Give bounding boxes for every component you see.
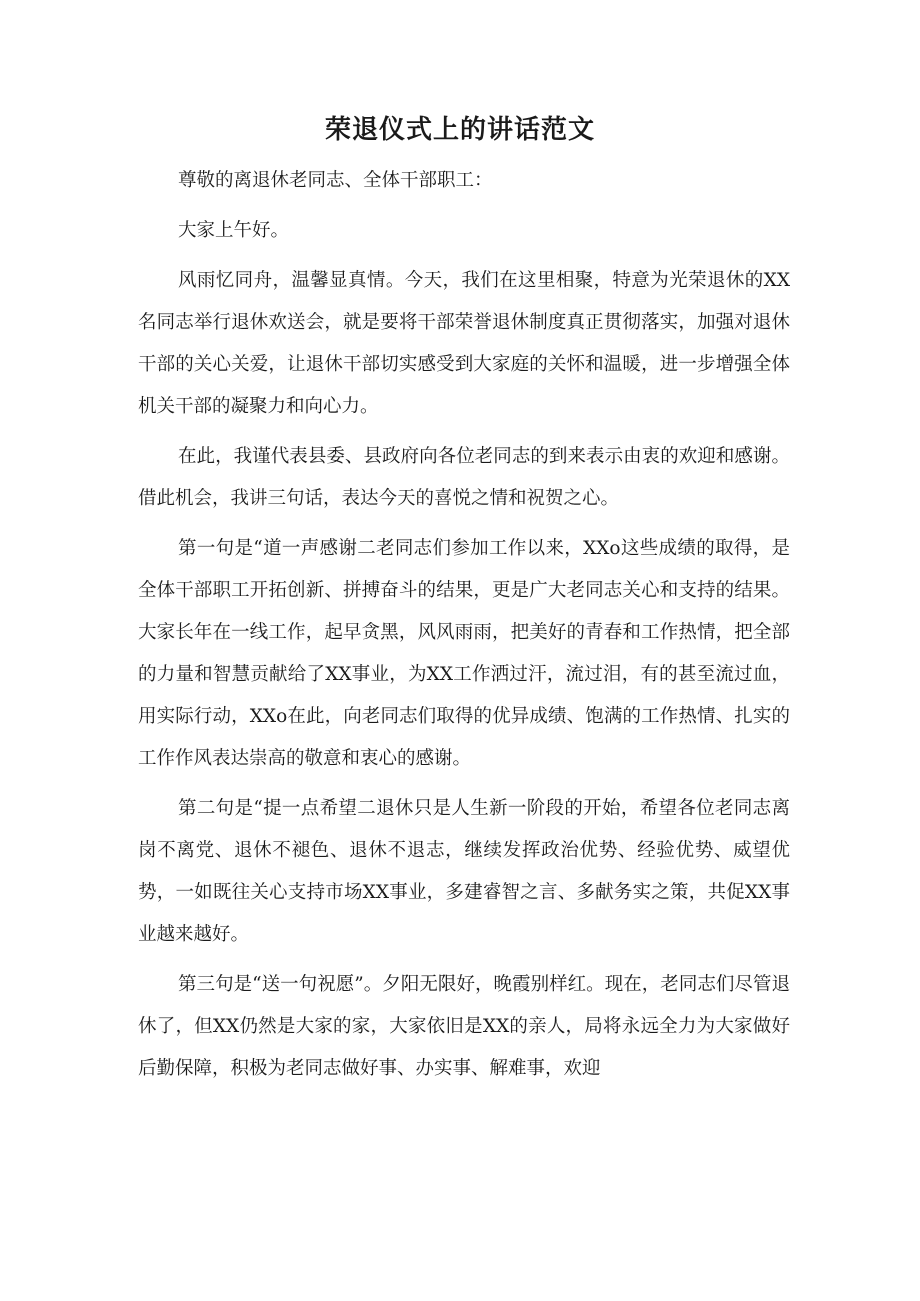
first-point-paragraph: 第一句是“道一声感谢二老同志们参加工作以来，XXo这些成绩的取得，是全体干部职工开拓创新、拼搏奋斗的结果，更是广大老同志关心和支持的结果。大家长年在一线工作，起早贪黑，风风雨雨，把美好的青春和工作热情，把全部的力量和智慧贡献给了XX事业，为XX工作洒过汗，流过泪，有的甚至流过血，用实际行动，XXo在此，向老同志们取得的优异成绩、饱满的工作热情、扎实的工作作风表达崇高的敬意和衷心的感谢。 bbox=[138, 538, 790, 769]
document-title: 荣退仪式上的讲话范文 bbox=[324, 115, 595, 145]
greeting-paragraph: 大家上午好。 bbox=[178, 220, 290, 241]
document-body bbox=[138, 160, 790, 1098]
third-point-paragraph: 第三句是“送一句祝愿”。夕阳无限好，晚霞别样红。现在，老同志们尽管退休了，但XX仍然是大家的家，大家依旧是XX的亲人，局将永远全力为大家做好后勤保障，积极为老同志做好事、办实事、解难事，欢迎 bbox=[138, 974, 790, 1079]
salutation-paragraph: 尊敬的离退休老同志、全体干部职工： bbox=[178, 170, 493, 191]
thanks-paragraph: 在此，我谨代表县委、县政府向各位老同志的到来表示由衷的欢迎和感谢。借此机会，我讲三句话，表达今天的喜悦之情和祝贺之心。 bbox=[138, 446, 790, 509]
second-point-paragraph: 第二句是“提一点希望二退休只是人生新一阶段的开始，希望各位老同志离岗不离党、退休不褪色、退休不退志，继续发挥政治优势、经验优势、威望优势，一如既往关心支持市场XX事业，多建睿智之言、多献务实之策，共促XX事业越来越好。 bbox=[138, 798, 790, 945]
intro-paragraph: 风雨忆同舟，温馨显真情。今天，我们在这里相聚，特意为光荣退休的XX名同志举行退休欢送会，就是要将干部荣誉退休制度真正贯彻落实，加强对退休干部的关心关爱，让退休干部切实感受到大家庭的关怀和温暖，进一步增强全体机关干部的凝聚力和向心力。 bbox=[138, 270, 790, 417]
